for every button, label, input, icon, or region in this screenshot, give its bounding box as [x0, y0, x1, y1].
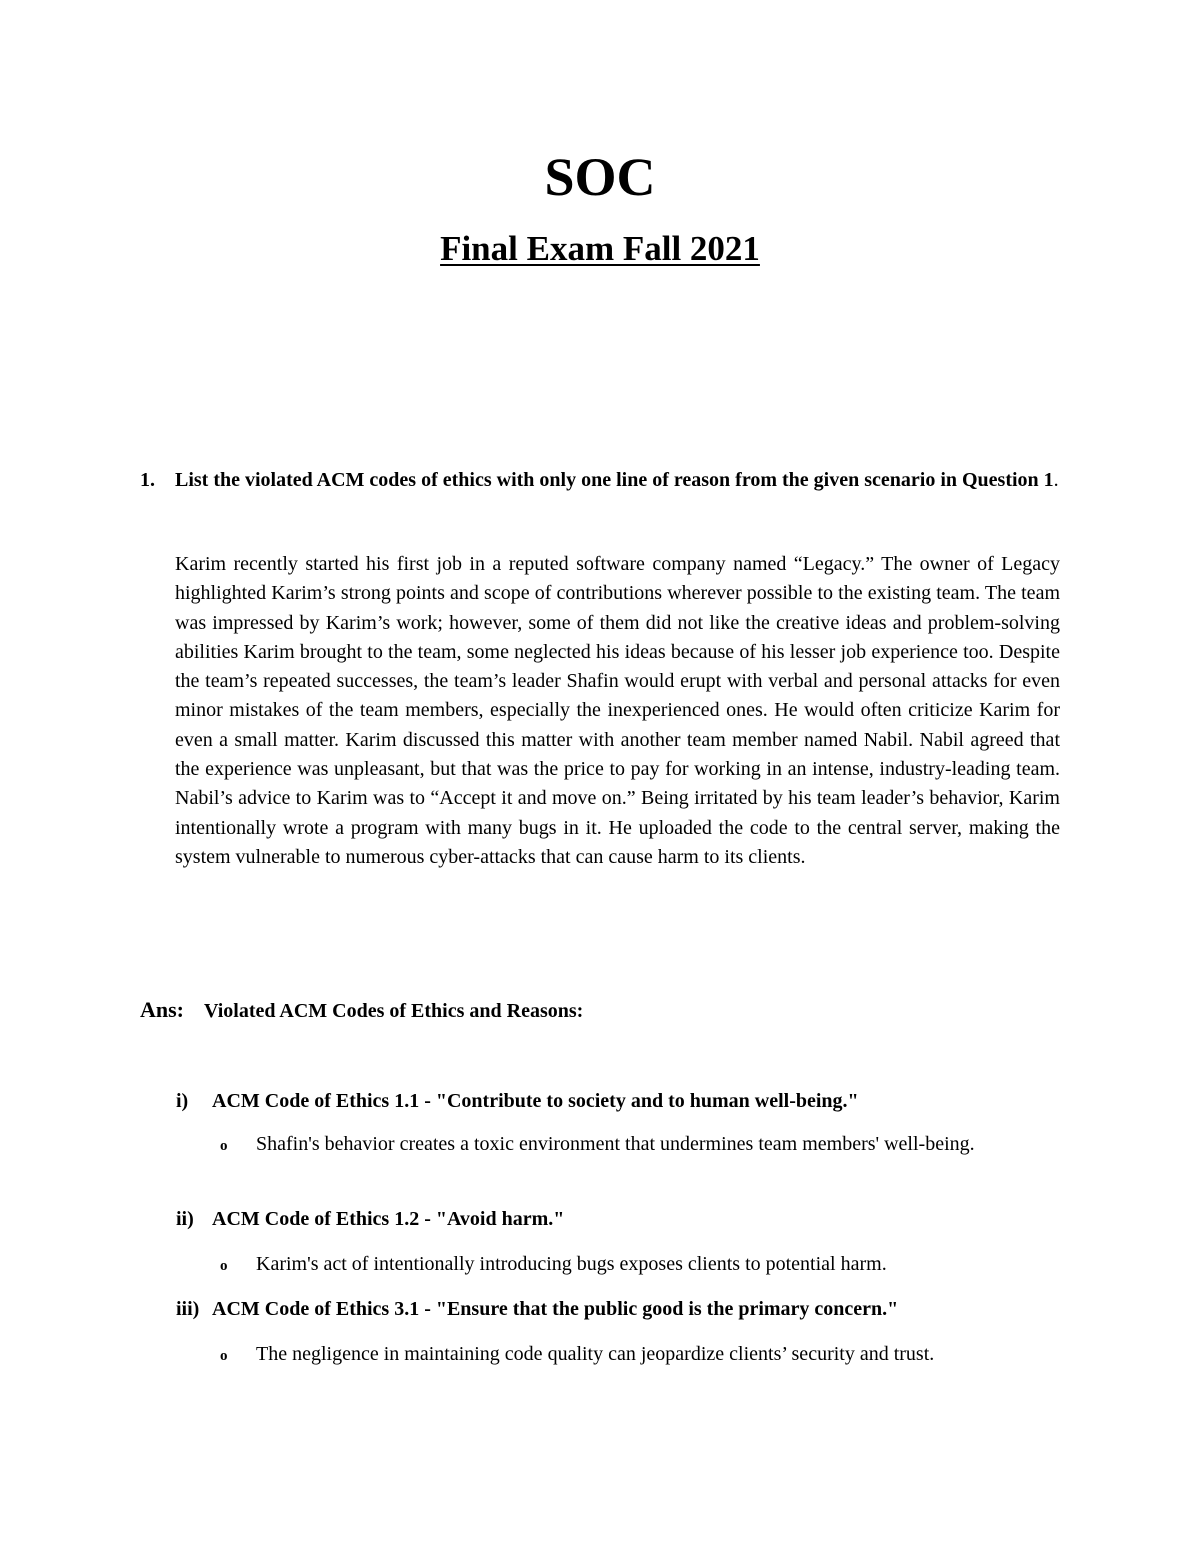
reason-item: [220, 1250, 1060, 1280]
document-subtitle: [0, 226, 1200, 272]
ethics-code-text: ACM Code of Ethics 1.2 - "Avoid harm.": [212, 1208, 565, 1230]
question-prompt: [175, 465, 1075, 495]
answer-label: Ans:: [140, 997, 185, 1022]
scenario-paragraph: Karim recently started his first job in a reputed software company named “Legacy.” The owner of Legacy highlighted Karim’s strong points and scope of contributions wherever possible to the existing team. The team was impressed by Karim’s work; however, some of them did not like the creative ideas and problem-solving abilities Karim brought to the team, some neglected his ideas because of his lesser job experience too. Despite the team’s repeated successes, the team’s leader Shafin would erupt with verbal and personal attacks for even minor mistakes of the team members, especially the inexperienced ones. He would often criticize Karim for even a small matter. Karim discussed this matter with another team member named Nabil. Nabil agreed that the experience was unpleasant, but that was the price to pay for working in an intense, industry-leading team. Nabil’s advice to Karim was to “Accept it and move on.” Being irritated by his team leader’s behavior, Karim intentionally wrote a program with many bugs in it. He uploaded the code to the central server, making the system vulnerable to numerous cyber-attacks that can cause harm to its clients.: [175, 553, 1060, 868]
reason-item: [220, 1130, 1060, 1160]
item-number: iii): [176, 1298, 200, 1320]
answer-heading-text: Violated ACM Codes of Ethics and Reasons:: [204, 1000, 584, 1022]
reason-text: Shafin's behavior creates a toxic environment that undermines team members' well-being.: [256, 1133, 975, 1155]
ethics-code-item: [176, 1294, 1076, 1324]
item-number: i): [176, 1090, 189, 1112]
ethics-code-text: ACM Code of Ethics 3.1 - "Ensure that the public good is the primary concern.": [212, 1298, 899, 1320]
ethics-code-item: [176, 1204, 1076, 1234]
subtitle-text: Final Exam Fall 2021: [440, 229, 760, 268]
ethics-code-text: ACM Code of Ethics 1.1 - "Contribute to society and to human well-being.": [212, 1090, 859, 1112]
reason-text: The negligence in maintaining code quality can jeopardize clients’ security and trust.: [256, 1343, 935, 1365]
bullet-icon: o: [220, 1138, 228, 1154]
item-number: ii): [176, 1208, 194, 1230]
question-prompt-text: List the violated ACM codes of ethics with only one line of reason from the given scenario in Question 1: [175, 469, 1054, 491]
question-number: 1.: [140, 469, 155, 491]
reason-item: [220, 1340, 1060, 1370]
reason-text: Karim's act of intentionally introducing bugs exposes clients to potential harm.: [256, 1253, 887, 1275]
answer-heading: [140, 995, 583, 1026]
ethics-code-item: [176, 1086, 1076, 1116]
bullet-icon: o: [220, 1348, 228, 1364]
question-prompt-end: .: [1053, 469, 1059, 491]
document-title: SOC: [544, 147, 656, 207]
bullet-icon: o: [220, 1258, 228, 1274]
